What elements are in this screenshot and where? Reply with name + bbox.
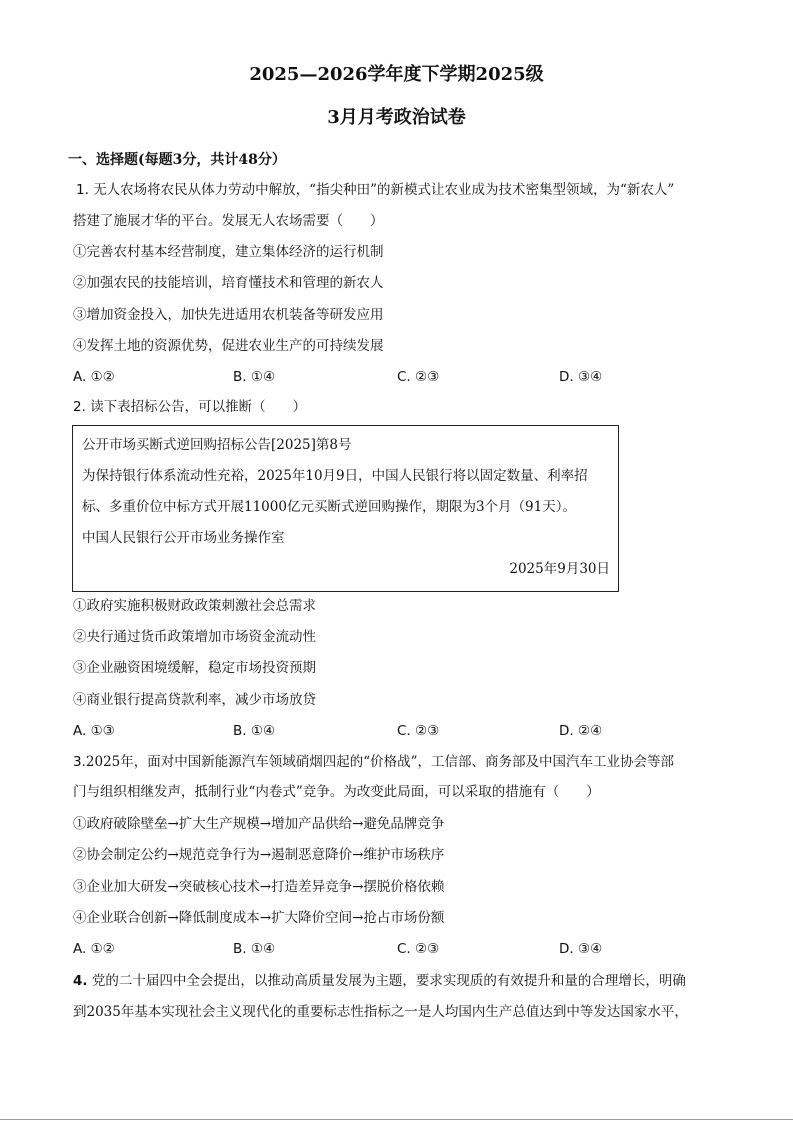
notice-box	[72, 425, 619, 592]
question-2-line-1	[73, 398, 306, 416]
question-3-item-3: ③企业加大研发→突破核心技术→打造差异竞争→摆脱价格依赖	[73, 879, 445, 895]
option-a[interactable]: A. ①②	[73, 369, 115, 385]
question-2-item-4: ④商业银行提高贷款利率，减少市场放贷	[73, 692, 316, 708]
option-b[interactable]: B. ①④	[233, 369, 276, 385]
question-3-item-4: ④企业联合创新→降低制度成本→扩大降价空间→抢占市场份额	[73, 910, 445, 926]
page-bottom-divider	[0, 1119, 793, 1120]
question-text: 党的二十届四中全会提出，以推动高质量发展为主题，要求实现质的有效提升和量的合理增长，明确	[91, 973, 686, 989]
exam-title: 2025—2026学年度下学期2025级	[249, 64, 544, 85]
option-d[interactable]: D. ③④	[559, 369, 603, 385]
question-1-line-2: 搭建了施展才华的平台。发展无人农场需要（ ）	[73, 213, 384, 229]
question-4-line-2: 到2035年基本实现社会主义现代化的重要标志性指标之一是人均国内生产总值达到中等发达国家水平，	[73, 1004, 688, 1020]
question-1-item-1: ①完善农村基本经营制度，建立集体经济的运行机制	[73, 244, 384, 260]
question-number: 2.	[73, 399, 86, 415]
notice-date: 2025年9月30日	[509, 561, 610, 577]
question-number: 3.	[73, 754, 86, 770]
question-4-line-1	[73, 972, 686, 990]
option-a[interactable]: A. ①③	[73, 723, 115, 739]
question-2-item-2: ②央行通过货币政策增加市场资金流动性	[73, 629, 316, 645]
question-3-item-2: ②协会制定公约→规范竞争行为→遏制恶意降价→维护市场秩序	[73, 847, 445, 863]
option-c[interactable]: C. ②③	[397, 941, 440, 957]
question-2-item-3: ③企业融资困境缓解，稳定市场投资预期	[73, 660, 316, 676]
option-b[interactable]: B. ①④	[233, 941, 276, 957]
question-1-item-2: ②加强农民的技能培训，培育懂技术和管理的新农人	[73, 275, 384, 291]
option-b[interactable]: B. ①④	[233, 723, 276, 739]
exam-subtitle: 3月月考政治试卷	[327, 107, 466, 128]
option-d[interactable]: D. ③④	[559, 941, 603, 957]
question-text: 无人农场将农民从体力劳动中解放，“指尖种田”的新模式让农业成为技术密集型领域，为“新农人”	[93, 182, 675, 198]
option-c[interactable]: C. ②③	[397, 369, 440, 385]
question-number: 1.	[76, 182, 89, 198]
notice-body-2: 标、多重价位中标方式开展11000亿元买断式逆回购操作，期限为3个月（91天）。	[82, 499, 576, 515]
question-1-item-4: ④发挥土地的资源优势，促进农业生产的可持续发展	[73, 338, 384, 354]
section-heading: 一、选择题(每题3分，共计48分）	[68, 152, 286, 168]
question-text: 读下表招标公告，可以推断（ ）	[90, 399, 307, 415]
option-d[interactable]: D. ②④	[559, 723, 603, 739]
question-text: 2025年，面对中国新能源汽车领域硝烟四起的“价格战”，工信部、商务部及中国汽车工业协会等部	[85, 754, 675, 770]
notice-issuer: 中国人民银行公开市场业务操作室	[82, 530, 285, 546]
option-a[interactable]: A. ①②	[73, 941, 115, 957]
question-3-line-1	[73, 753, 674, 771]
question-1-line-1	[76, 181, 674, 199]
notice-title: 公开市场买断式逆回购招标公告[2025]第8号	[82, 437, 352, 453]
notice-body-1: 为保持银行体系流动性充裕，2025年10月9日，中国人民银行将以固定数量、利率招	[82, 468, 588, 484]
option-c[interactable]: C. ②③	[397, 723, 440, 739]
question-3-item-1: ①政府破除壁垒→扩大生产规模→增加产品供给→避免品牌竞争	[73, 816, 445, 832]
question-3-line-2: 门与组织相继发声，抵制行业“内卷式”竞争。为改变此局面，可以采取的措施有（ ）	[73, 784, 600, 800]
question-2-item-1: ①政府实施积极财政政策刺激社会总需求	[73, 598, 316, 614]
question-number: 4.	[73, 973, 88, 989]
question-1-item-3: ③增加资金投入，加快先进适用农机装备等研发应用	[73, 307, 384, 323]
